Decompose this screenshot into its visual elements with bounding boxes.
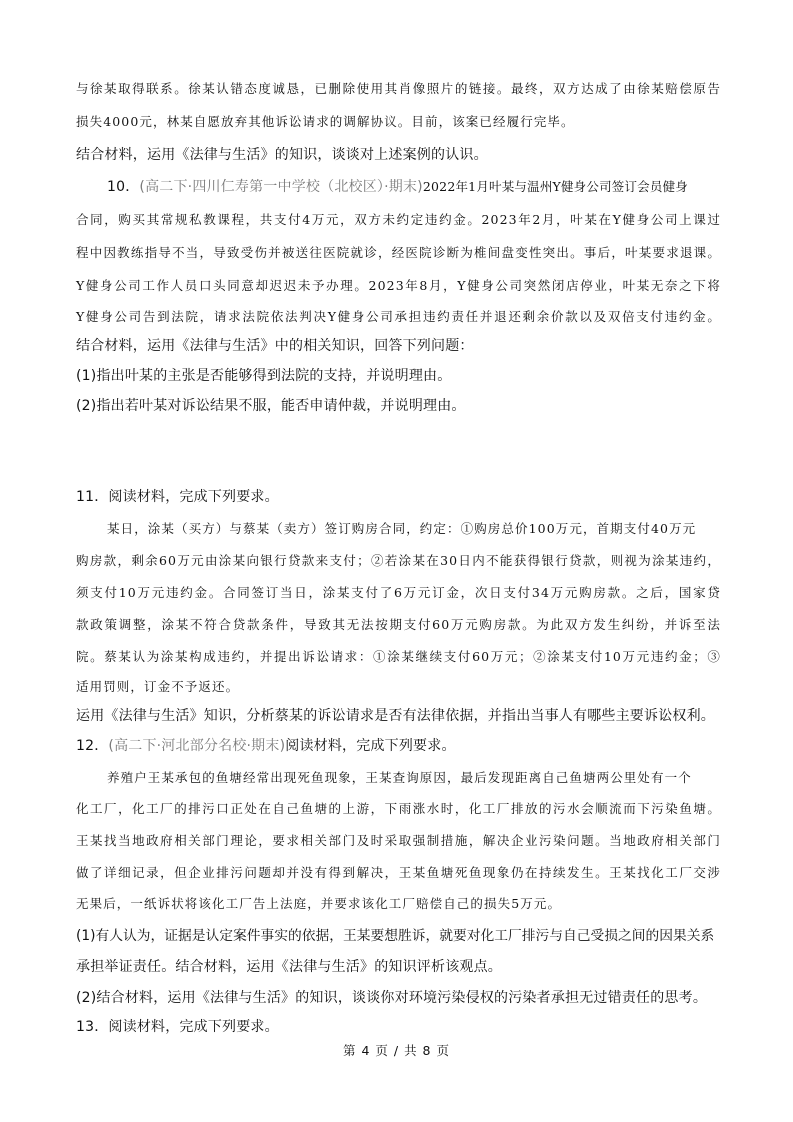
q12-subquestion-1-line-1: (1)有人认为，证据是认定案件事实的依据，王某要想胜诉，就要对化工厂排污与自己受损之间的因果关系 xyxy=(76,928,715,944)
q12-subquestion-1-line-2: 承担举证责任。结合材料，运用《法律与生活》的知识评析该观点。 xyxy=(76,959,502,975)
q12-material-line-1: 养殖户王某承包的鱼塘经常出现死鱼现象，王某查询原因，最后发现距离自己鱼塘两公里处有一个 xyxy=(107,770,692,785)
q12-subquestion-2: (2)结合材料，运用《法律与生活》的知识，谈谈你对环境污染侵权的污染者承担无过错责任的思考。 xyxy=(76,990,708,1006)
q11-prompt: 运用《法律与生活》知识，分析蔡某的诉讼请求是否有法律依据，并指出当事人有哪些主要诉讼权利。 xyxy=(76,708,715,724)
q10-number: 10． xyxy=(107,179,140,195)
q12-material-line-5: 无果后，一纸诉状将该化工厂告上法庭，并要求该化工厂赔偿自己的损失5万元。 xyxy=(76,896,562,911)
q10-material-line-5: Y健身公司告到法院，请求法院依法判决Y健身公司承担违约责任并退还剩余价款以及双倍支付违约金。 xyxy=(76,309,721,324)
q12-material-line-3: 王某找当地政府相关部门理论，要求相关部门及时采取强制措施，解决企业污染问题。当地政府相关部门 xyxy=(76,833,721,848)
q11-material-line-3: 须支付10万元违约金。合同签订当日，涂某支付了6万元订金，次日支付34万元购房款。之后，国家贷 xyxy=(76,585,721,600)
q11-material-line-4: 款政策调整，涂某不符合贷款条件，导致其无法按期支付60万元购房款。为此双方发生纠纷，并诉至法 xyxy=(76,617,721,632)
q11-heading: 11．阅读材料，完成下列要求。 xyxy=(76,489,279,505)
q10-material-line-2: 合同，购买其常规私教课程，共支付4万元，双方未约定违约金。2023年2月，叶某在Y健身公司上课过 xyxy=(76,212,721,227)
q12-material-line-2: 化工厂，化工厂的排污口正处在自己鱼塘的上游，下雨涨水时，化工厂排放的污水会顺流而下污染鱼塘。 xyxy=(76,801,721,816)
q12-source-tag: (高二下·河北部分名校·期末) xyxy=(108,738,286,754)
q10-source-tag: (高二下·四川仁寿第一中学校（北校区）·期末) xyxy=(139,179,423,195)
q10-line-1-rest: 2022年1月叶某与温州Y健身公司签订会员健身 xyxy=(422,179,688,194)
q12-number: 12． xyxy=(76,738,109,754)
q12-heading-rest: 阅读材料，完成下列要求。 xyxy=(285,738,456,754)
q9-prompt: 结合材料，运用《法律与生活》的知识，谈谈对上述案例的认识。 xyxy=(76,147,488,163)
q10-material-line-4: Y健身公司工作人员口头同意却迟迟未予办理。2023年8月，Y健身公司突然闭店停业，叶某无奈之下将 xyxy=(76,278,721,293)
q10-heading xyxy=(107,178,721,196)
q9-material-line-1: 与徐某取得联系。徐某认错态度诚恳，已删除使用其肖像照片的链接。最终，双方达成了由徐某赔偿原告 xyxy=(76,81,721,96)
q11-material-line-5: 院。蔡某认为涂某构成违约，并提出诉讼请求：①涂某继续支付60万元；②涂某支付10万元违约金；③ xyxy=(76,649,721,664)
q10-subquestion-1: (1)指出叶某的主张是否能够得到法院的支持，并说明理由。 xyxy=(76,368,452,384)
q10-prompt: 结合材料，运用《法律与生活》中的相关知识，回答下列问题： xyxy=(76,338,474,354)
q11-material-line-6: 适用罚则，订金不予返还。 xyxy=(76,679,240,694)
q13-heading: 13．阅读材料，完成下列要求。 xyxy=(76,1019,279,1035)
q11-material-line-2: 购房款，剩余60万元由涂某向银行贷款来支付；②若涂某在30日内不能获得银行贷款，则视为涂某违约， xyxy=(76,553,721,568)
q11-material-line-1: 某日，涂某（买方）与蔡某（卖方）签订购房合同，约定：①购房总价100万元，首期支付40万元 xyxy=(107,521,697,536)
page-number-footer: 第 4 页 / 共 8 页 xyxy=(343,1043,450,1058)
q12-material-line-4: 做了详细记录，但企业排污问题却并没有得到解决，王某鱼塘死鱼现象仍在持续发生。王某找化工厂交涉 xyxy=(76,865,721,880)
q9-material-line-2: 损失4000元，林某自愿放弃其他诉讼请求的调解协议。目前，该案已经履行完毕。 xyxy=(76,114,575,129)
q10-material-line-3: 程中因教练指导不当，导致受伤并被送往医院就诊，经医院诊断为椎间盘变性突出。事后，叶某要求退课。 xyxy=(76,245,721,260)
q10-subquestion-2: (2)指出若叶某对诉讼结果不服，能否申请仲裁，并说明理由。 xyxy=(76,398,466,414)
q12-heading xyxy=(76,737,721,755)
